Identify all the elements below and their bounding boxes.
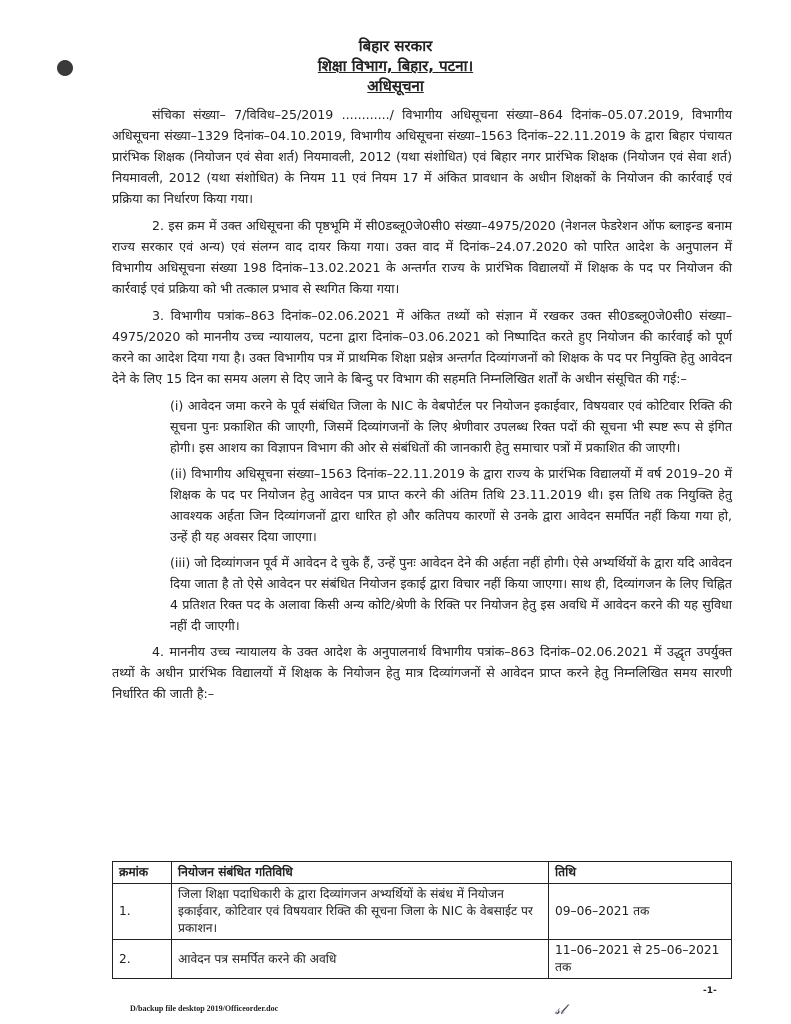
row-date: 11–06–2021 से 25–06–2021 तक [549,940,732,979]
notification-title: अधिसूचना [367,77,424,95]
row-serial: 1. [113,884,172,940]
paragraph-1: संचिका संख्या– 7/विविध–25/2019 ............/ विभागीय अधिसूचना संख्या–864 दिनांक–05.07.2019, विभागीय अधिसूचना संख्या–1329 दिनांक–04.10.2019, विभागीय अधिसूचना संख्या–1563 दिनांक–22.11.2019 के द्वारा बिहार पंचायत प्रारंभिक शिक्षक (नियोजन एवं सेवा शर्त) नियमावली, 2012 (यथा संशोधित) एवं बिहार नगर प्रारंभिक शिक्षक (नियोजन एवं सेवा शर्त) नियमावली, 2012 (यथा संशोधित) के नियम 11 एवं नियम 17 में अंकित प्रावधान के अधीन शिक्षकों के नियोजन की कार्रवाई एवं प्रक्रिया का निर्धारण किया गया। [112,107,732,206]
table-row [113,884,732,940]
schedule-table [112,861,732,979]
paragraph-4: 4. माननीय उच्च न्यायालय के उक्त आदेश के अनुपालनार्थ विभागीय पत्रांक–863 दिनांक–02.06.2021 में उद्धृत उपर्युक्त तथ्यों के अधीन प्रारंभिक विद्यालयों में शिक्षक के नियोजन हेतु मात्र दिव्यांगजनों से आवेदन प्राप्त करने हेतु निम्नलिखित समय सारणी निर्धारित की जाती है:– [112,644,732,701]
header-date: तिथि [549,862,732,884]
row-serial: 2. [113,940,172,979]
government-name: बिहार सरकार [358,37,433,55]
paragraph-3: 3. विभागीय पत्रांक–863 दिनांक–02.06.2021 में अंकित तथ्यों को संज्ञान में रखकर उक्त सी0डब्लू0जे0सी0 संख्या–4975/2020 को माननीय उच्च न्यायालय, पटना द्वारा दिनांक–03.06.2021 को निष्पादित करते हुए नियोजन की कार्रवाई को पूर्ण करने का आदेश दिया गया है। उक्त विभागीय पत्र में प्राथमिक शिक्षा प्रक्षेत्र अन्तर्गत दिव्यांगजनों को शिक्षक के पद पर नियुक्ति हेतु आवेदन देने के लिए 15 दिन का समय अलग से दिए जाने के बिन्दु पर विभाग की सहमति निम्नलिखित शर्तों के अधीन संसूचित की गई:– [112,308,732,386]
paragraph-2: 2. इस क्रम में उक्त अधिसूचना की पृष्ठभूमि में सी0डब्लू0जे0सी0 संख्या–4975/2020 (नेशनल फेडरेशन ऑफ ब्लाइन्ड बनाम राज्य सरकार एवं अन्य) एवं संलग्न वाद दायर किया गया। उक्त वाद में दिनांक–24.07.2020 को पारित आदेश के अनुपालन में विभागीय अधिसूचना संख्या 198 दिनांक–13.02.2021 के अन्तर्गत राज्य के प्रारंभिक विद्यालयों में शिक्षक के पद पर नियोजन की कार्रवाई एवं प्रक्रिया को भी तत्काल प्रभाव से स्थगित किया गया। [112,218,732,296]
row-activity: आवेदन पत्र समर्पित करने की अवधि [172,940,549,979]
header-serial: क्रमांक [113,862,172,884]
page-number: -1- [703,986,717,996]
document-header [0,36,791,96]
document-body [112,104,732,710]
row-date: 09–06–2021 तक [549,884,732,940]
condition-2: (ii) विभागीय अधिसूचना संख्या–1563 दिनांक–22.11.2019 के द्वारा राज्य के प्रारंभिक विद्यालयों में वर्ष 2019–20 में शिक्षक के पद पर नियोजन हेतु आवेदन पत्र प्राप्त करने की अंतिम तिथि 23.11.2019 थी। इस तिथि तक नियुक्ति हेतु आवश्यक अर्हता जिन दिव्यांगजनों द्वारा धारित हो और कतिपय कारणों से उनके द्वारा आवेदन समर्पित नहीं किया गया हो, उन्हें ही यह अवसर दिया जाएगा। [170,466,732,544]
file-path: D/backup file desktop 2019/Officeorder.doc [130,1004,279,1013]
row-activity: जिला शिक्षा पदाधिकारी के द्वारा दिव्यांगजन अभ्यर्थियों के संबंध में नियोजन इकाईवार, कोटिवार एवं विषयवार रिक्ति की सूचना जिला के NIC के वेबसाईट पर प्रकाशन। [172,884,549,940]
condition-1: (i) आवेदन जमा करने के पूर्व संबंधित जिला के NIC के वेबपोर्टल पर नियोजन इकाईवार, विषयवार एवं कोटिवार रिक्ति की सूचना पुनः प्रकाशित की जाएगी, जिसमें दिव्यांगजनों के लिए श्रेणीवार उपलब्ध रिक्त पदों की सूचना भी स्पष्ट रूप से इंगित होगी। इस आशय का विज्ञापन विभाग की ओर से संबंधितों की जानकारी हेतु समाचार पत्रों में प्रकाशित की जाएगी। [170,398,732,455]
table-row [113,940,732,979]
department-name: शिक्षा विभाग, बिहार, पटना। [317,57,474,75]
table-header-row [113,862,732,884]
condition-3: (iii) जो दिव्यांगजन पूर्व में आवेदन दे चुके हैं, उन्हें पुनः आवेदन देने की अर्हता नहीं होगी। ऐसे अभ्यर्थियों के द्वारा यदि आवेदन दिया जाता है तो ऐसे आवेदन पर संबंधित नियोजन इकाई द्वारा विचार नहीं किया जाएगा। साथ ही, दिव्यांगजन के लिए चिह्नित 4 प्रतिशत रिक्त पद के अलावा किसी अन्य कोटि/श्रेणी के रिक्ति पर नियोजन हेतु इस अवधि में आवेदन करने की यह सुविधा नहीं दी जाएगी। [170,555,732,633]
header-activity: नियोजन संबंधित गतिविधि [172,862,549,884]
signature-mark: 𝓈𝓁 [555,1003,565,1018]
